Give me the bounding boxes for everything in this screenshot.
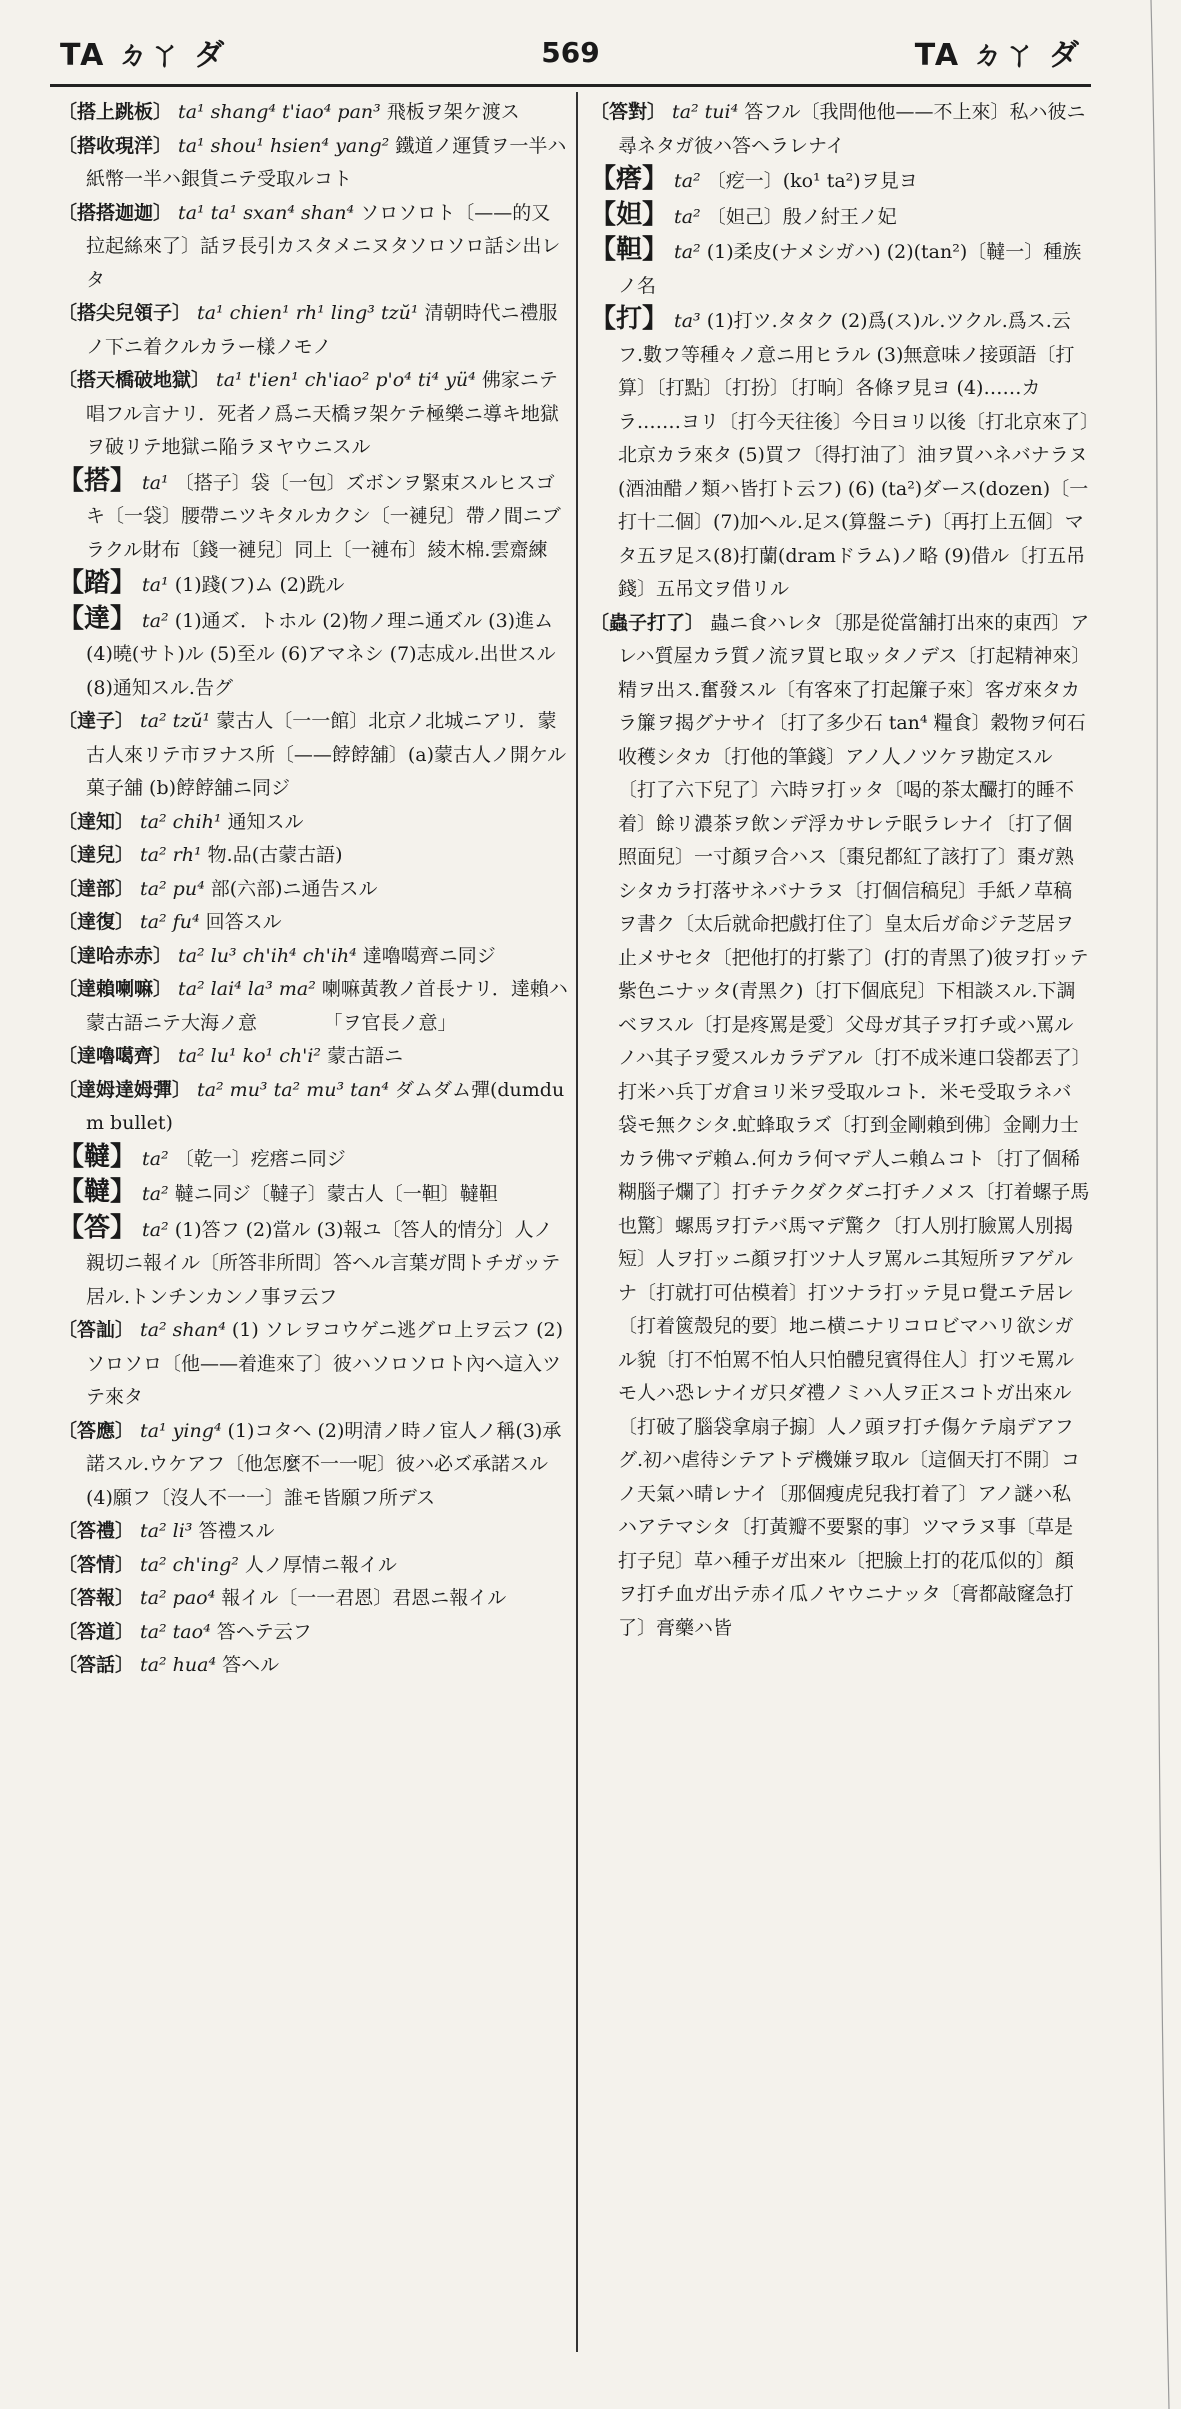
entry-definition: (1)通ズ．トホル (2)物ノ理ニ通ズル (3)進ム (4)曉(サト)ル (5)至ル (6)アマネシ (7)志成ル.出世スル (8)通知スル.告グ [86,609,556,699]
entry-definition: (1)打ツ.タタク (2)爲(ス)ル.ツクル.爲ス.云フ.數フ等種々ノ意ニ用ヒラル (3)無意味ノ接頭語〔打算〕〔打點〕〔打扮〕〔打晌〕各條ヲ見ヨ (4)……カラ.……ヨリ〔打今天往後〕今日ヨリ以後〔打北京來了〕北京カラ來タ (5)買フ〔得打油了〕油ヲ買ハネバナラヌ(酒油醋ノ類ハ皆打ト云フ) (6) (ta²)ダース(dozen)〔一打十二個〕(7)加ヘル.足ス(算盤ニテ)〔再打上五個〕マタ五ヲ足ス(8)打蘭(dramドラム)ノ略 (9)借ル〔打五吊錢〕五吊文ヲ借リル [618,310,1090,600]
dictionary-entry [58,906,568,940]
entry-definition: (1)答フ (2)當ル (3)報ユ〔答人的情分〕人ノ親切ニ報イル〔所答非所問〕答ヘル言葉ガ問トチガッテ居ル.トンチンカンノ事ヲ云フ [86,1218,561,1308]
dictionary-entry [58,705,568,806]
dictionary-entry [58,364,568,465]
entry-definition: 〔乾一〕疙瘩ニ同ジ [174,1147,346,1170]
entry-headword: 〔答對〕 [590,101,667,123]
entry-definition: 報イル〔一一君恩〕君恩ニ報イル [221,1587,507,1609]
entry-headword: 【韃】 [58,1177,137,1207]
entry-romanization: ta² pu⁴ [134,877,211,900]
right-column [590,96,1090,2346]
dictionary-entry [58,1141,568,1177]
dictionary-entry [58,96,568,130]
entry-romanization: ta² [136,1183,175,1205]
entry-definition: 部(六部)ニ通告スル [210,877,378,900]
entry-romanization: ta² rh¹ [134,844,208,866]
entry-headword: 〔達賴喇嘛〕 [58,978,173,1000]
entry-definition: 喇嘛黃教ノ首長ナリ．達賴ハ蒙古語ニテ大海ノ意 「ヲ官長ノ意」 [86,978,568,1034]
entry-romanization: ta² [668,205,707,228]
entry-headword: 〔搭收現洋〕 [58,134,173,157]
dictionary-entry [58,806,568,840]
dictionary-entry [58,465,568,568]
dictionary-entry [58,603,568,706]
entry-romanization: ta¹ ying⁴ [134,1419,228,1442]
entry-headword: 〔答禮〕 [58,1520,135,1542]
entry-romanization: ta² lai⁴ la³ ma² [172,978,322,1000]
entry-definition: ソロソロト〔——的又拉起絲來了〕話ヲ長引カスタメニヌタソロソロ話シ出レタ [86,201,561,291]
entry-headword: 【達】 [58,603,137,634]
entry-romanization: ta² [136,609,175,632]
dictionary-entry [58,197,568,298]
dictionary-entry [58,1515,568,1549]
page-number: 569 [541,35,600,69]
entry-headword: 〔達兒〕 [58,844,135,866]
dictionary-entry [590,96,1090,163]
entry-headword: 【踏】 [58,568,137,598]
entry-definition: 物.品(古蒙古語) [207,844,343,866]
dictionary-entry [590,163,1090,199]
dictionary-entry [58,973,568,1040]
dictionary-entry [58,839,568,873]
entry-romanization: ta² [668,170,707,192]
entry-headword: 〔搭天橋破地獄〕 [58,369,211,391]
dictionary-entry [58,1040,568,1074]
entry-headword: 〔答道〕 [58,1620,135,1643]
entry-romanization: ta¹ [136,574,175,596]
entry-headword: 【答】 [58,1212,137,1243]
entry-definition: 達嚕噶齊ニ同ジ [362,944,496,967]
left-column [58,96,568,2346]
entry-romanization: ta² fu⁴ [134,911,206,933]
entry-romanization: ta¹ [136,471,175,494]
entry-romanization: ta² [136,1147,175,1170]
page-edge-curve [1111,0,1181,2409]
entry-romanization: ta² tao⁴ [134,1620,217,1643]
entry-headword: 〔蟲子打了〕 [590,611,705,634]
entry-headword: 〔答情〕 [58,1553,135,1576]
entry-definition: 通知スル [227,810,304,833]
entry-headword: 〔達嚕噶齊〕 [58,1045,173,1067]
entry-headword: 〔搭搭迦迦〕 [58,201,173,224]
entry-headword: 【韃】 [58,1141,137,1172]
entry-headword: 〔達部〕 [58,877,135,900]
dictionary-entry [58,1314,568,1415]
entry-definition: (1)柔皮(ナメシガハ) (2)(tan²)〔韃一〕種族ノ名 [618,241,1082,297]
entry-romanization: ta² tui⁴ [666,101,745,123]
entry-headword: 【瘩】 [590,164,669,194]
entry-headword: 〔搭尖兒領子〕 [58,302,192,324]
entry-definition: 答ヘル [222,1654,280,1676]
entry-definition: 蟲ニ食ハレタ〔那是從當舖打出來的東西〕アレハ質屋カラ質ノ流ヲ買ヒ取ッタノデス〔打起精神來〕精ヲ出ス.奮發スル〔有客來了打起簾子來〕客ガ來タカラ簾ヲ揭グナサイ〔打了多少石 tan⁴ 糧食〕穀物ヲ何石收穫シタカ〔打他的筆錢〕アノ人ノツケヲ勘定スル〔打了六下兒了〕六時ヲ打ッタ〔喝的茶太釅打的睡不着〕餘リ濃茶ヲ飲ンデ浮カサレテ眠ラレナイ〔打了個照面兒〕一寸顏ヲ合ハス〔棗兒都紅了該打了〕棗ガ熟シタカラ打落サネバナラヌ〔打個信稿兒〕手紙ノ草稿ヲ書ク〔太后就命把戲打住了〕皇太后ガ命ジテ芝居ヲ止メサセタ〔把他打的打紫了〕(打的青黑了)彼ヲ打ッテ紫色ニナッタ(青黑ク)〔打下個底兒〕下相談スル.下調ベヲスル〔打是疼罵是愛〕父母ガ其子ヲ打チ或ハ罵ルノハ其子ヲ愛スルカラデアル〔打不成米連口袋都丟了〕打米ハ兵丁ガ倉ヨリ米ヲ受取ルコト．米モ受取ラネバ袋モ無クシタ.虻蜂取ラズ〔打到金剛賴到佛〕金剛力士カラ佛マデ賴ム.何カラ何マデ人ニ賴ムコト〔打了個稀糊腦子爛了〕打チテクダクダニ打チノメス〔打着螺子馬也驚〕螺馬ヲ打テバ馬マデ驚ク〔打人別打臉罵人別揭短〕人ヲ打ッニ顏ヲ打ツナ人ヲ罵ルニ其短所ヲアゲルナ〔打就打可估模着〕打ツナラ打ッテ見ロ覺エテ居レ〔打着篋殼兒的要〕地ニ横ニナリコロビマハリ欲シガル貌〔打不怕罵不怕人只怕體兒賓得住人〕打ツモ罵ルモ人ハ恐レナイガ只ダ禮ノミハ人ヲ正スコトガ出來ル〔打破了腦袋拿扇子搧〕人ノ頭ヲ打チ傷ケテ扇デアフグ.初ハ虐待シテアトデ機嫌ヲ取ル〔這個天打不開〕コノ天氣ハ晴レナイ〔那個瘦虎兒我打着了〕アノ謎ハ私ハアテマシタ〔打黃瓣不要緊的事〕ツマラヌ事〔草是打子兒〕草ハ種子ガ出來ル〔把臉上打的花瓜似的〕顏ヲ打チ血ガ出テ赤イ瓜ノヤウニナッタ〔膏都敲窿急打了〕膏藥ハ皆 [618,611,1090,1639]
entry-definition: ダムダム彈(dumdum bullet) [86,1078,565,1134]
entry-definition: (1)コタヘ (2)明清ノ時ノ宦人ノ稱(3)承諾スル.ウケアフ〔他怎麼不一一呢〕彼ハ必ズ承諾スル (4)願フ〔沒人不一一〕誰モ皆願フ所デス [86,1419,562,1509]
dictionary-entry [58,1176,568,1212]
dictionary-entry [590,607,1090,1646]
entry-headword: 〔達姆達姆彈〕 [58,1078,192,1101]
dictionary-entry [58,1415,568,1516]
page-header [60,24,1081,80]
entry-definition: (1) ソレヲコウゲニ逃グロ上ヲ云フ (2)ソロソロ〔他——着進來了〕彼ハソロソロト內ヘ這入ツテ來タ [86,1319,564,1408]
entry-romanization: ta² lu¹ ko¹ ch'i² [172,1045,328,1067]
header-rule [50,84,1091,87]
entry-romanization: ta² shan⁴ [134,1319,232,1341]
dictionary-entry [58,873,568,907]
entry-headword: 〔達知〕 [58,810,135,833]
entry-headword: 【妲】 [590,199,669,230]
entry-definition: 答フル〔我問他他——不上來〕私ハ彼ニ尋ネタガ彼ハ答ヘラレナイ [618,101,1086,157]
entry-romanization: ta² [136,1218,175,1241]
dictionary-entry [58,940,568,974]
dictionary-entry [58,1582,568,1616]
dictionary-entry [58,1074,568,1141]
dictionary-entry [58,297,568,364]
entry-definition: 答禮スル [198,1520,275,1542]
entry-headword: 〔答話〕 [58,1654,135,1676]
entry-definition: 人ノ厚情ニ報イル [244,1553,397,1576]
entry-romanization: ta² hua⁴ [134,1654,223,1676]
entry-headword: 【靼】 [590,235,669,265]
entry-romanization: ta² li³ [134,1520,199,1542]
entry-definition: 答ヘテ云フ [216,1620,312,1643]
entry-romanization: ta¹ ta¹ sxan⁴ shan⁴ [172,201,361,224]
entry-definition: 蒙古語ニ [327,1045,404,1067]
entry-definition: 〔搭子〕袋〔一包〕ズボンヲ緊束スルヒスゴキ〔一袋〕腰帶ニツキタルカクシ〔一褳兒〕帶ノ間ニブラクル財布〔錢一褳兒〕同上〔一褳布〕綾木棉.雲齋練 [86,471,561,561]
dictionary-entry [58,567,568,603]
entry-headword: 【搭】 [58,465,137,496]
entry-definition: 佛家ニテ唱フル言ナリ．死者ノ爲ニ天橋ヲ架ケテ極樂ニ導キ地獄ヲ破リテ地獄ニ陥ラヌヤウニスル [86,369,559,458]
dictionary-entry [58,1616,568,1650]
dictionary-entry [590,303,1090,607]
entry-romanization: ta¹ shang⁴ t'iao⁴ pan³ [172,101,387,123]
entry-romanization: ta² mu³ ta² mu³ tan⁴ [191,1078,395,1101]
entry-romanization: ta³ [668,310,707,332]
entry-romanization: ta¹ t'ien¹ ch'iao² p'o⁴ ti⁴ yü⁴ [210,369,482,391]
dictionary-entry [58,130,568,197]
entry-definition: (1)踐(フ)ム (2)跣ル [174,574,345,596]
entry-romanization: ta² [668,241,707,263]
header-right-guide: TA ㄉㄚ ダ [914,38,1081,73]
entry-romanization: ta¹ shou¹ hsien⁴ yang² [172,134,396,157]
dictionary-entry [590,234,1090,303]
entry-romanization: ta² ch'ing² [134,1553,245,1576]
entry-definition: 蒙古人〔一一館〕北京ノ北城ニアリ．蒙古人來リテ市ヲナス所〔——餑餑舖〕(a)蒙古人ノ開ケル菓子舖 (b)餑餑舖ニ同ジ [86,710,567,799]
entry-romanization: ta² lu³ ch'ih⁴ ch'ih⁴ [172,944,363,967]
entry-headword: 〔達哈赤赤〕 [58,944,173,967]
column-divider [576,92,578,2352]
entry-romanization: ta² pao⁴ [134,1587,222,1609]
entry-definition: 清朝時代ニ禮服ノ下ニ着クルカラー樣ノモノ [86,302,558,358]
entry-headword: 〔答訕〕 [58,1319,135,1341]
entry-headword: 【打】 [590,304,669,334]
dictionary-entry [58,1549,568,1583]
entry-definition: 韃ニ同ジ〔韃子〕蒙古人〔一靼〕韃靼 [174,1183,498,1205]
dictionary-entry [58,1649,568,1683]
header-left-guide: TA ㄉㄚ ダ [60,38,227,73]
dictionary-entry [58,1212,568,1315]
entry-definition: 飛板ヲ架ケ渡ス [386,101,520,123]
entry-definition: 〔疙一〕(ko¹ ta²)ヲ見ヨ [706,170,918,192]
dictionary-entry [590,199,1090,235]
entry-definition: 回答スル [205,911,282,933]
entry-definition: 〔妲己〕殷ノ紂王ノ妃 [706,205,897,228]
entry-definition: 鐵道ノ運賃ヲ一半ハ紙幣一半ハ銀貨ニテ受取ルコト [86,134,567,190]
entry-headword: 〔答應〕 [58,1419,135,1442]
entry-headword: 〔達子〕 [58,710,135,732]
entry-romanization: ta¹ chien¹ rh¹ ling³ tzŭ¹ [191,302,425,324]
entry-headword: 〔答報〕 [58,1587,135,1609]
entry-romanization: ta² chih¹ [134,810,228,833]
entry-headword: 〔搭上跳板〕 [58,101,173,123]
entry-headword: 〔達復〕 [58,911,135,933]
entry-romanization: ta² tzŭ¹ [134,710,217,732]
